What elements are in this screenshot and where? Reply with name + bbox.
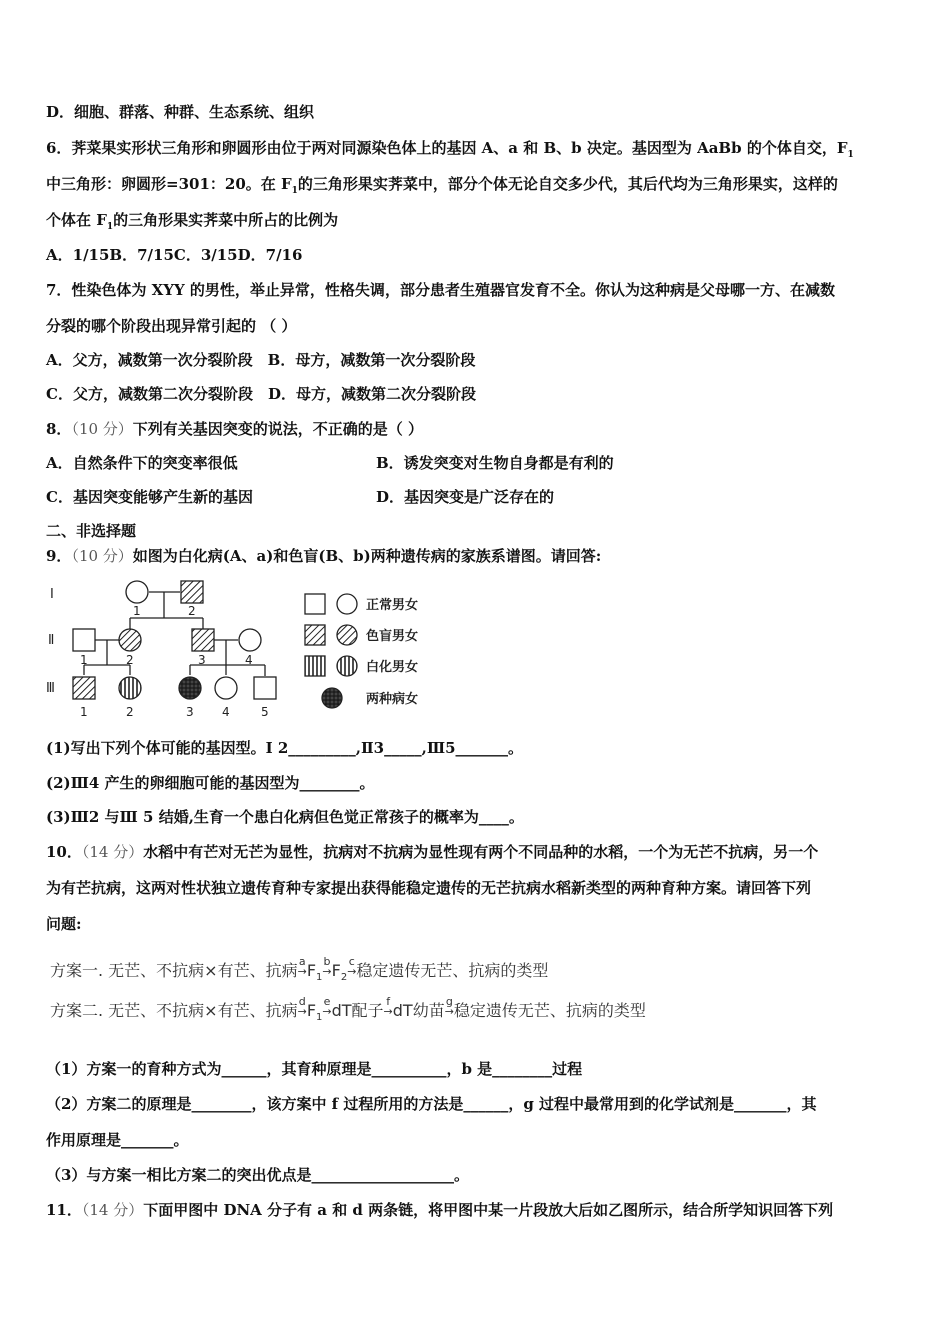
- q9-stem: 9．（10 分）如图为白化病(A、a)和色盲(B、b)两种遗传病的家族系谱图。请回答:: [46, 547, 602, 565]
- q10-scheme2: 方案二. 无芒、不抗病×有芒、抗病d $\to F_1e$ →dT配子 f →dT幼苗g →稳定遗传无芒、抗病的类型: [50, 995, 646, 1024]
- legend-label-colorblind: 色盲男女: [366, 629, 419, 644]
- legend-normal-female: [337, 594, 357, 614]
- gen3-num-2: 2: [126, 705, 134, 719]
- q7-line1: 7．性染色体为 XYY 的男性，举止异常，性格失调，部分患者生殖器官发育不全。你认为这种病是父母哪一方、在减数: [46, 281, 835, 299]
- q7-options-cd: C．父方，减数第二次分裂阶段 D．母方，减数第二次分裂阶段: [46, 385, 476, 403]
- gen2-female-4: [239, 629, 261, 651]
- section-heading: 二、非选择题: [46, 522, 137, 540]
- gen1-num-2: 2: [188, 604, 196, 618]
- gen-label-2: Ⅱ: [48, 633, 55, 648]
- gen-label-1: Ⅰ: [50, 587, 54, 602]
- q10-sub1: （1）方案一的育种方式为______，其育种原理是__________，b 是________过程: [46, 1060, 583, 1078]
- q6-options: A．1/15B．7/15C．3/15D．7/16: [46, 246, 303, 264]
- q9-sub2: (2)Ⅲ4 产生的卵细胞可能的基因型为________。: [46, 774, 375, 792]
- gen3-num-3: 3: [186, 705, 194, 719]
- q8-option-a: A．自然条件下的突变率很低: [46, 454, 238, 472]
- gen3-male-5: [254, 677, 276, 699]
- legend-both-female: [322, 688, 342, 708]
- gen3-female-4: [215, 677, 237, 699]
- q8-option-d: D．基因突变是广泛存在的: [376, 488, 555, 506]
- gen2-male-1: [73, 629, 95, 651]
- q5-option-d: D．细胞、群落、种群、生态系统、组织: [46, 103, 315, 121]
- gen-label-3: Ⅲ: [46, 681, 55, 696]
- gen3-male-1: [73, 677, 95, 699]
- gen3-num-1: 1: [80, 705, 88, 719]
- q8-stem: 8．（10 分）下列有关基因突变的说法，不正确的是（ ）: [46, 420, 424, 438]
- q10-sub2-line2: 作用原理是_______。: [46, 1131, 189, 1149]
- q6-line3: 个体在 $F_1$的三角形果实荠菜中所占的比例为: [46, 211, 339, 232]
- legend-label-both: 两种病女: [366, 692, 419, 707]
- gen3-female-2: [119, 677, 141, 699]
- q7-options-ab: A．父方，减数第一次分裂阶段 B．母方，减数第一次分裂阶段: [46, 351, 476, 369]
- gen3-num-4: 4: [222, 705, 230, 719]
- q10-sub2-line1: （2）方案二的原理是________，该方案中 f 过程所用的方法是______，g 过程中最常用到的化学试剂是_______，其: [46, 1095, 817, 1113]
- gen3-num-5: 5: [261, 705, 269, 719]
- legend-label-normal: 正常男女: [366, 598, 419, 613]
- gen1-male-2: [181, 581, 203, 603]
- legend-colorblind-female: [337, 625, 357, 645]
- gen3-female-3: [179, 677, 201, 699]
- legend-label-albino: 白化男女: [366, 660, 419, 675]
- legend-albino-male: [305, 656, 325, 676]
- q10-line1: 10．（14 分）水稻中有芒对无芒为显性，抗病对不抗病为显性现有两个不同品种的水稻，一个为无芒不抗病，另一个: [46, 843, 819, 861]
- q8-option-b: B．诱发突变对生物自身都是有利的: [376, 454, 614, 472]
- legend-albino-female: [337, 656, 357, 676]
- q8-option-c: C．基因突变能够产生新的基因: [46, 488, 253, 506]
- gen2-num-3: 3: [198, 653, 206, 667]
- pedigree-figure: [44, 574, 444, 724]
- gen2-num-2: 2: [126, 653, 134, 667]
- gen2-num-1: 1: [80, 653, 88, 667]
- q9-sub1: (1)写出下列个体可能的基因型。Ⅰ 2_________,Ⅱ3_____,Ⅲ5_______。: [46, 739, 524, 757]
- q9-sub3: (3)Ⅲ2 与Ⅲ 5 结婚,生育一个患白化病但色觉正常孩子的概率为____。: [46, 808, 524, 826]
- gen2-male-3: [192, 629, 214, 651]
- q10-line3: 问题:: [46, 915, 82, 933]
- legend-colorblind-male: [305, 625, 325, 645]
- q10-sub3: （3）与方案一相比方案二的突出优点是___________________。: [46, 1166, 469, 1184]
- q10-scheme1: 方案一. 无芒、不抗病×有芒、抗病a $\to F_1b$ $\to F_2c$ →稳定遗传无芒、抗病的类型: [50, 955, 549, 984]
- gen1-female-1: [126, 581, 148, 603]
- q7-line2: 分裂的哪个阶段出现异常引起的 （ ）: [46, 317, 297, 335]
- q6-line2: 中三角形：卵圆形=301：20。在 $F_1$的三角形果实荠菜中，部分个体无论自交多少代，其后代均为三角形果实，这样的: [46, 175, 838, 196]
- gen2-num-4: 4: [245, 653, 253, 667]
- q6-line1: 6．荠菜果实形状三角形和卵圆形由位于两对同源染色体上的基因 A、a 和 B、b 决定。基因型为 AaBb 的个体自交，$F_1$: [46, 139, 854, 160]
- gen1-num-1: 1: [133, 604, 141, 618]
- q10-line2: 为有芒抗病，这两对性状独立遗传育种专家提出获得能稳定遗传的无芒抗病水稻新类型的两种育种方案。请回答下列: [46, 879, 812, 897]
- legend-normal-male: [305, 594, 325, 614]
- q11-stem: 11．（14 分）下面甲图中 DNA 分子有 a 和 d 两条链，将甲图中某一片段放大后如乙图所示，结合所学知识回答下列: [46, 1201, 834, 1219]
- gen2-female-2: [119, 629, 141, 651]
